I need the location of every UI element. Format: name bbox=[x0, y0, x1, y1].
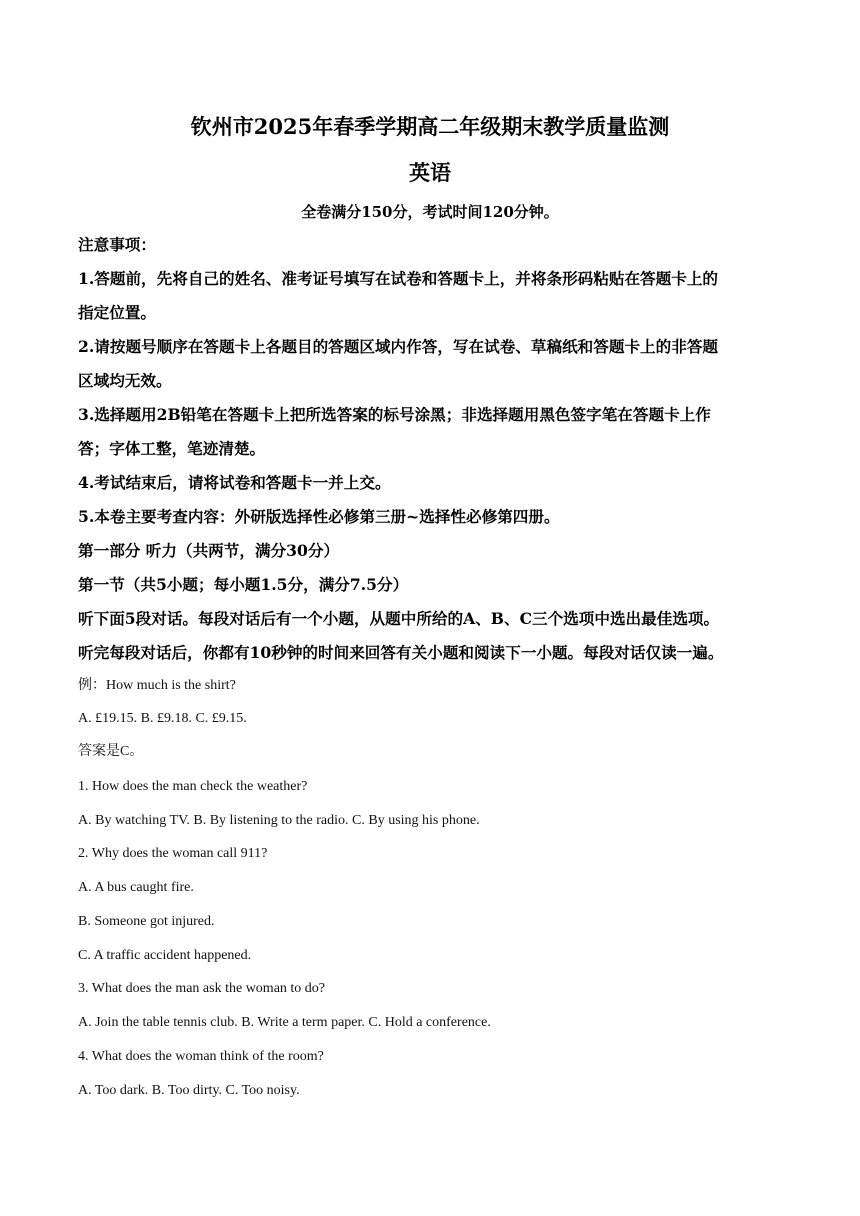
question-2-option-c: C. A traffic accident happened. bbox=[78, 948, 252, 963]
notice-item-1: 1.答题前，先将自己的姓名、准考证号填写在试卷和答题卡上，并将条形码粘贴在答题卡上的 bbox=[78, 269, 719, 288]
example-answer: 答案是C。 bbox=[78, 744, 144, 759]
notice-item-3: 3.选择题用2B铅笔在答题卡上把所选答案的标号涂黑；非选择题用黑色签字笔在答题卡上作 bbox=[78, 405, 711, 424]
notice-heading: 注意事项： bbox=[78, 235, 156, 254]
instruction-line-2: 听完每段对话后，你都有10秒钟的时间来回答有关小题和阅读下一小题。每段对话仅读一遍。 bbox=[78, 643, 724, 662]
notice-item-1-cont: 指定位置。 bbox=[78, 303, 156, 322]
score-info: 全卷满分150分，考试时间120分钟。 bbox=[301, 203, 559, 221]
notice-item-4: 4.考试结束后，请将试卷和答题卡一并上交。 bbox=[78, 473, 391, 492]
question-2: 2. Why does the woman call 911? bbox=[78, 846, 268, 861]
question-1: 1. How does the man check the weather? bbox=[78, 779, 308, 794]
exam-title: 钦州市2025年春季学期高二年级期末教学质量监测 bbox=[190, 114, 670, 139]
example-options: A. £19.15. B. £9.18. C. £9.15. bbox=[78, 711, 247, 726]
notice-item-2: 2.请按题号顺序在答题卡上各题目的答题区域内作答，写在试卷、草稿纸和答题卡上的非答题 bbox=[78, 337, 719, 356]
section1-heading: 第一节（共5小题；每小题1.5分，满分7.5分） bbox=[78, 575, 409, 594]
instruction-line-1: 听下面5段对话。每段对话后有一个小题，从题中所给的A、B、C三个选项中选出最佳选项。 bbox=[78, 609, 720, 628]
question-2-option-a: A. A bus caught fire. bbox=[78, 880, 194, 895]
question-4: 4. What does the woman think of the room? bbox=[78, 1049, 324, 1064]
notice-item-3-cont: 答；字体工整，笔迹清楚。 bbox=[78, 439, 266, 458]
notice-item-5: 5.本卷主要考查内容：外研版选择性必修第三册~选择性必修第四册。 bbox=[78, 507, 560, 526]
question-2-option-b: B. Someone got injured. bbox=[78, 914, 215, 929]
question-4-options: A. Too dark. B. Too dirty. C. Too noisy. bbox=[78, 1083, 300, 1098]
part1-heading: 第一部分 听力（共两节，满分30分） bbox=[78, 541, 340, 560]
notice-item-2-cont: 区域均无效。 bbox=[78, 371, 172, 390]
question-3-options: A. Join the table tennis club. B. Write a term paper. C. Hold a conference. bbox=[78, 1015, 491, 1030]
subject-title: 英语 bbox=[409, 160, 451, 185]
question-1-options: A. By watching TV. B. By listening to the radio. C. By using his phone. bbox=[78, 813, 480, 828]
question-3: 3. What does the man ask the woman to do? bbox=[78, 981, 326, 996]
example-question: 例：How much is the shirt? bbox=[78, 678, 236, 693]
